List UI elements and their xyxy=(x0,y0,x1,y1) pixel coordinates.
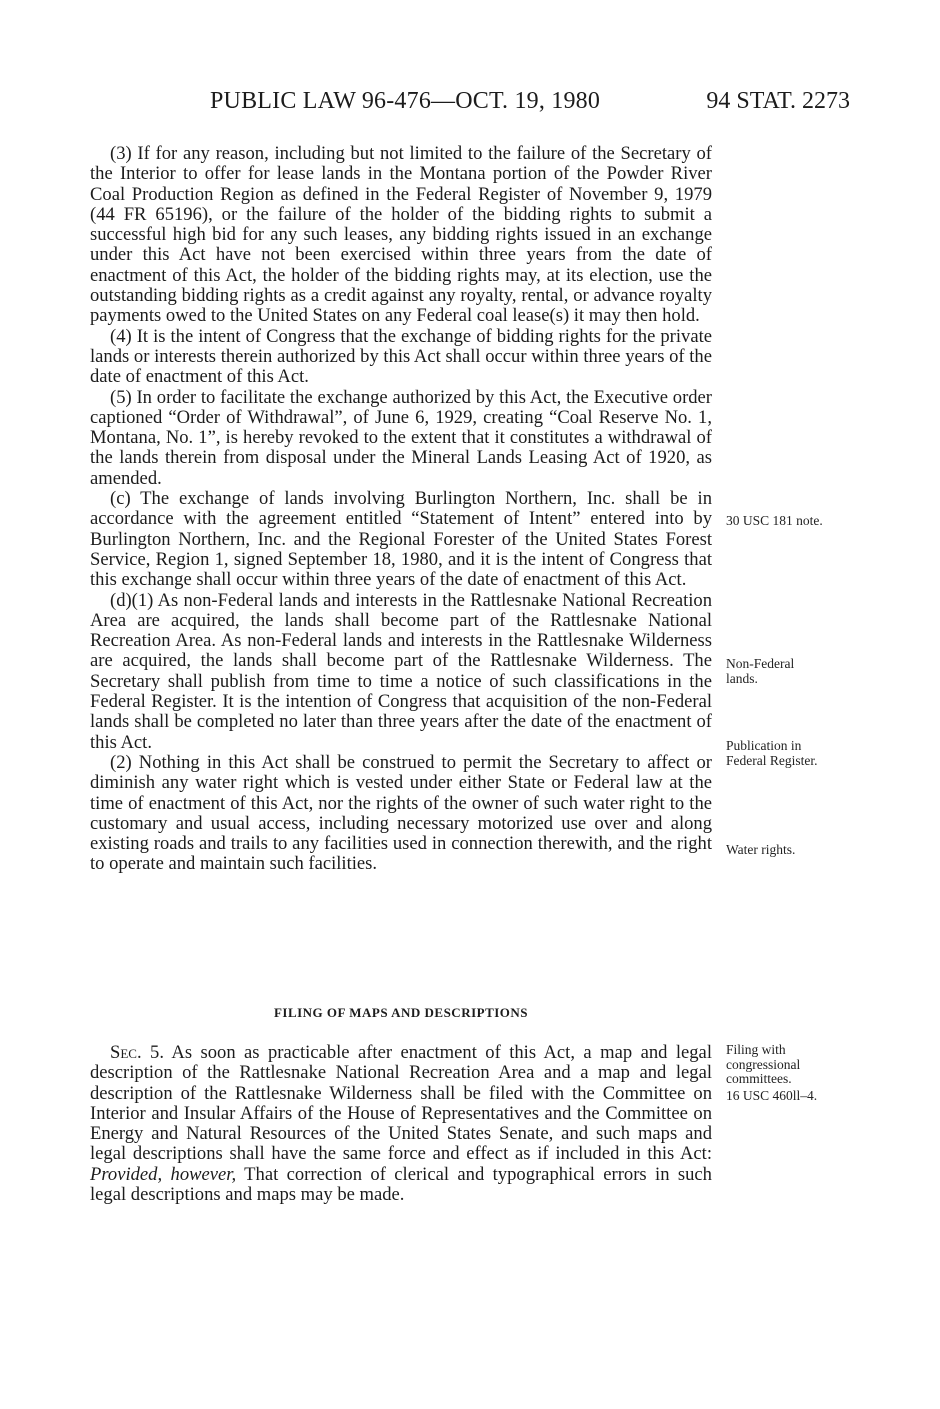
margin-note-non-federal-lands: Non-Federal lands. xyxy=(726,656,795,686)
section-5-text-after: That correction of clerical and typographical errors in such legal descriptions and maps may be made. xyxy=(90,1163,712,1206)
paragraph-d1: (d)(1) As non-Federal lands and interests in the Rattlesnake National Recreation Area are acquired, the lands shall become part of the Rattlesnake National Recreation Area. As non-Federal lands and interests in the Rattlesnake Wilderness are acquired, the lands shall become part of the Rattlesnake Wilderness. The Secretary shall publish from time to time a notice of such classifications in the Federal Register. It is the intention of Congress that acquisition of the non-Federal lands shall be completed no later than three years after the date of the enactment of this Act. xyxy=(90,589,712,753)
section-5 xyxy=(90,1043,712,1205)
margin-note-filing: Filing with congressional committees. xyxy=(726,1042,801,1086)
section-heading: FILING OF MAPS AND DESCRIPTIONS xyxy=(273,1005,529,1020)
paragraph-3: (3) If for any reason, including but not limited to the failure of the Secretary of the Interior to offer for lease lands in the Montana portion of the Powder River Coal Production Region as defined in the Federal Register of November 9, 1979 (44 FR 65196), or the failure of the holder of the bidding rights to submit a successful high bid for any such leases, any bidding rights issued in an exchange under this Act have not been exercised within three years from the date of enactment of this Act, the holder of the bidding rights may, at its election, use the outstanding bidding rights as a credit against any royalty, rental, or advance royalty payments owed to the United States on any Federal coal lease(s) it may then hold. xyxy=(90,143,712,327)
paragraph-c: (c) The exchange of lands involving Burlington Northern, Inc. shall be in accordance with the agreement entitled “Statement of Intent” entered into by Burlington Northern, Inc. and the Regional Forester of the United States Forest Service, Region 1, signed September 18, 1980, and it is the intent of Congress that this exchange shall occur within three years of the date of enactment of this Act. xyxy=(90,488,712,591)
margin-note-usc-460: 16 USC 460ll–4. xyxy=(726,1088,818,1103)
header-title: PUBLIC LAW 96-476—OCT. 19, 1980 xyxy=(210,88,601,114)
statute-page-number: 94 STAT. 2273 xyxy=(706,88,850,114)
margin-note-water-rights: Water rights. xyxy=(726,842,796,857)
margin-note-usc-181: 30 USC 181 note. xyxy=(726,513,823,528)
section-5-label: Sec. 5. xyxy=(110,1042,164,1063)
paragraph-4: (4) It is the intent of Congress that the exchange of bidding rights for the private lands or interests therein authorized by this Act shall occur within three years of the date of enactment of this Act. xyxy=(90,325,712,388)
paragraph-5: (5) In order to facilitate the exchange authorized by this Act, the Executive order captioned “Order of Withdrawal”, of June 6, 1929, creating “Coal Reserve No. 1, Montana, No. 1”, is hereby revoked to the extent that it constitutes a withdrawal of the lands therein from disposal under the Mineral Lands Leasing Act of 1920, as amended. xyxy=(90,386,712,489)
section-5-paragraph xyxy=(90,1043,712,1205)
body-text xyxy=(90,144,712,875)
page-header xyxy=(0,88,940,122)
margin-note-publication: Publication in Federal Register. xyxy=(726,738,818,768)
section-5-proviso: Provided, however, xyxy=(90,1163,237,1185)
section-5-text-before: As soon as practicable after enactment of this Act, a map and legal description of the Rattlesnake National Recreation Area and a map and legal description of the Rattlesnake Wilderness shall be filed with the Committee on Interior and Insular Affairs of the House of Representatives and the Committee on Energy and Natural Resources of the United States Senate, and such maps and legal descriptions shall have the same force and effect as if included in this Act: xyxy=(90,1042,712,1165)
paragraph-d2: (2) Nothing in this Act shall be construed to permit the Secretary to affect or diminish any water right which is vested under either State or Federal law at the time of enactment of this Act, nor the rights of the owner of such water right to the customary and usual access, including necessary motorized use over and along existing roads and trails to any facilities used in connection therewith, and the right to operate and maintain such facilities. xyxy=(90,751,712,875)
